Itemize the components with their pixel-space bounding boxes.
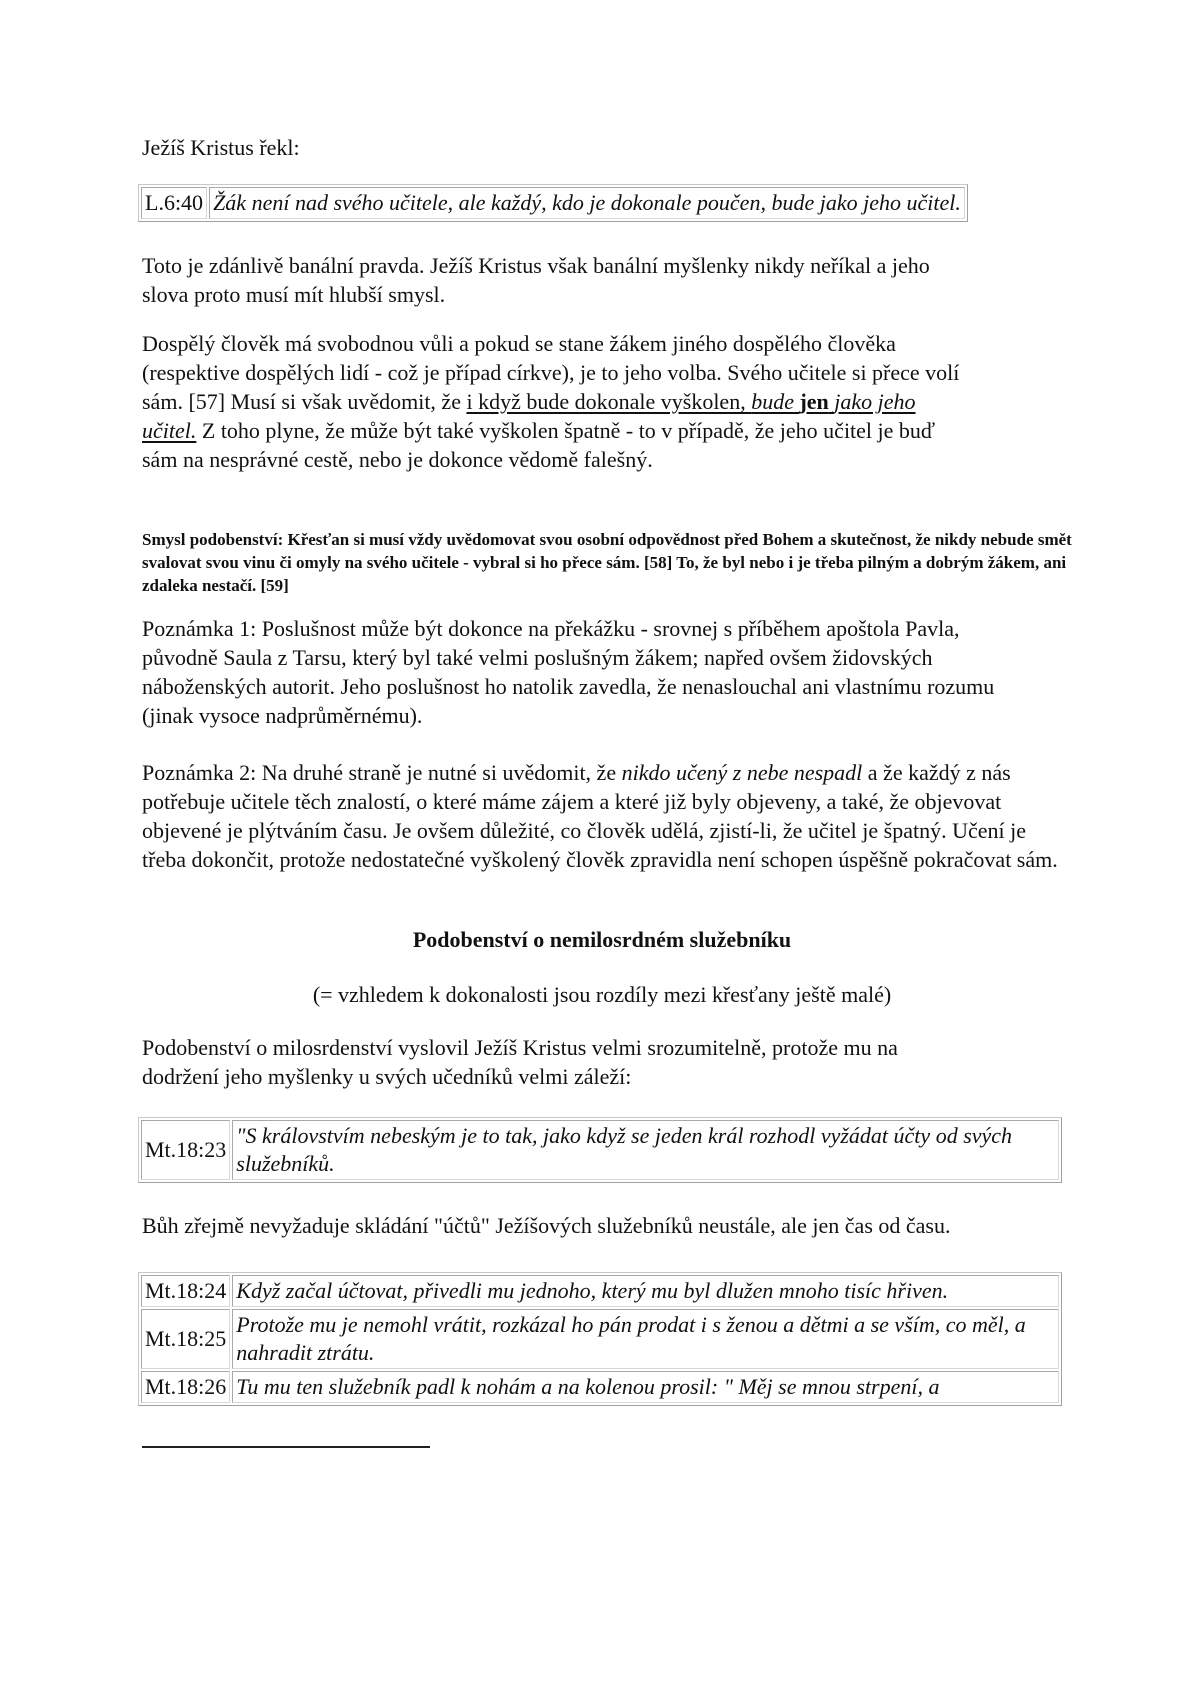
verse-row (141, 1371, 1059, 1403)
verse-reference: Mt.18:24 (141, 1275, 230, 1307)
verse-text: Když začal účtovat, přivedli mu jednoho, který mu byl dlužen mnoho tisíc hřiven. (232, 1275, 1059, 1307)
verse-row (141, 1309, 1059, 1369)
underlined-phrase: i když bude dokonale vyškolen, bude jen jako jeho učitel. (142, 389, 916, 443)
intro-text: Ježíš Kristus řekl: (142, 135, 300, 160)
verse-row (141, 1120, 1059, 1180)
footnote-separator (142, 1446, 430, 1448)
paragraph-accounts: Bůh zřejmě nevyžaduje skládání "účtů" Ježíšových služebníků neustále, ale jen čas od času. (142, 1213, 951, 1238)
verse-reference: Mt.18:25 (141, 1309, 230, 1369)
verse-table-luke (138, 184, 968, 222)
verse-table-mt-18-24-26 (138, 1272, 1062, 1406)
verse-reference: Mt.18:23 (141, 1120, 230, 1180)
note-1: Poznámka 1: Poslušnost může být dokonce na překážku - srovnej s příběhem apoštola Pavla, původně Saula z Tarsu, který byl také velmi poslušným žákem; napřed ovšem židovských náboženských autorit. Jeho poslušnost ho natolik zavedla, že nenaslouchal ani vlastnímu rozumu (jinak vysoce nadprůměrnému). (142, 616, 995, 728)
verse-text: Protože mu je nemohl vrátit, rozkázal ho pán prodat i s ženou a dětmi a se vším, co měl, a nahradit ztrátu. (232, 1309, 1059, 1369)
verse-table-mt-18-23 (138, 1117, 1062, 1183)
section-subheading: (= vzhledem k dokonalosti jsou rozdíly mezi křesťany ještě malé) (312, 982, 892, 1007)
verse-text: Tu mu ten služebník padl k nohám a na kolenou prosil: " Měj se mnou strpení, a (232, 1371, 1059, 1403)
paragraph-free-will: Dospělý člověk má svobodnou vůli a pokud se stane žákem jiného dospělého člověka (respektive dospělých lidí - což je případ církve), je to jeho volba. Svého učitele si přece volí sám. [57] Musí si však uvědomit, že i když bude dokonale vyškolen, bude jen jako jeho učitel. Z toho plyne, že může být také vyškolen špatně - to v případě, že jeho učitel je buď sám na nesprávné cestě, nebo je dokonce vědomě falešný. (142, 331, 960, 472)
verse-text: Žák není nad svého učitele, ale každý, kdo je dokonale poučen, bude jako jeho učitel. (209, 187, 965, 219)
paragraph-mercy: Podobenství o milosrdenství vyslovil Ježíš Kristus velmi srozumitelně, protože mu na dodržení jeho myšlenky u svých učedníků velmi záleží: (142, 1035, 898, 1089)
note-2: Poznámka 2: Na druhé straně je nutné si uvědomit, že nikdo učený z nebe nespadl a že každý z nás potřebuje učitele těch znalostí, o které máme zájem a které již byly objeveny, a také, že objevovat objevené je plýtváním času. Je ovšem důležité, co člověk udělá, zjistí-li, že učitel je špatný. Učení je třeba dokončit, protože nedostatečné vyškolený člověk zpravidla není schopen úspěšně pokračovat sám. (142, 760, 1058, 872)
paragraph-banal-truth: Toto je zdánlivě banální pravda. Ježíš Kristus však banální myšlenky nikdy neříkal a jeho slova proto musí mít hlubší smysl. (142, 253, 930, 307)
verse-reference: Mt.18:26 (141, 1371, 230, 1403)
verse-row (141, 1275, 1059, 1307)
verse-reference: L.6:40 (141, 187, 207, 219)
moral-summary: Smysl podobenství: Křesťan si musí vždy uvědomovat svou osobní odpovědnost před Bohem a skutečnost, že nikdy nebude smět svalovat svou vinu či omyly na svého učitele - vybral si ho přece sám. [58] To, že byl nebo i je třeba pilným a dobrým žákem, ani zdaleka nestačí. [59] (142, 530, 1072, 595)
section-heading: Podobenství o nemilosrdném služebníku (412, 927, 792, 952)
verse-row (141, 187, 965, 219)
verse-text: "S královstvím nebeským je to tak, jako když se jeden král rozhodl vyžádat účty od svých služebníků. (232, 1120, 1059, 1180)
